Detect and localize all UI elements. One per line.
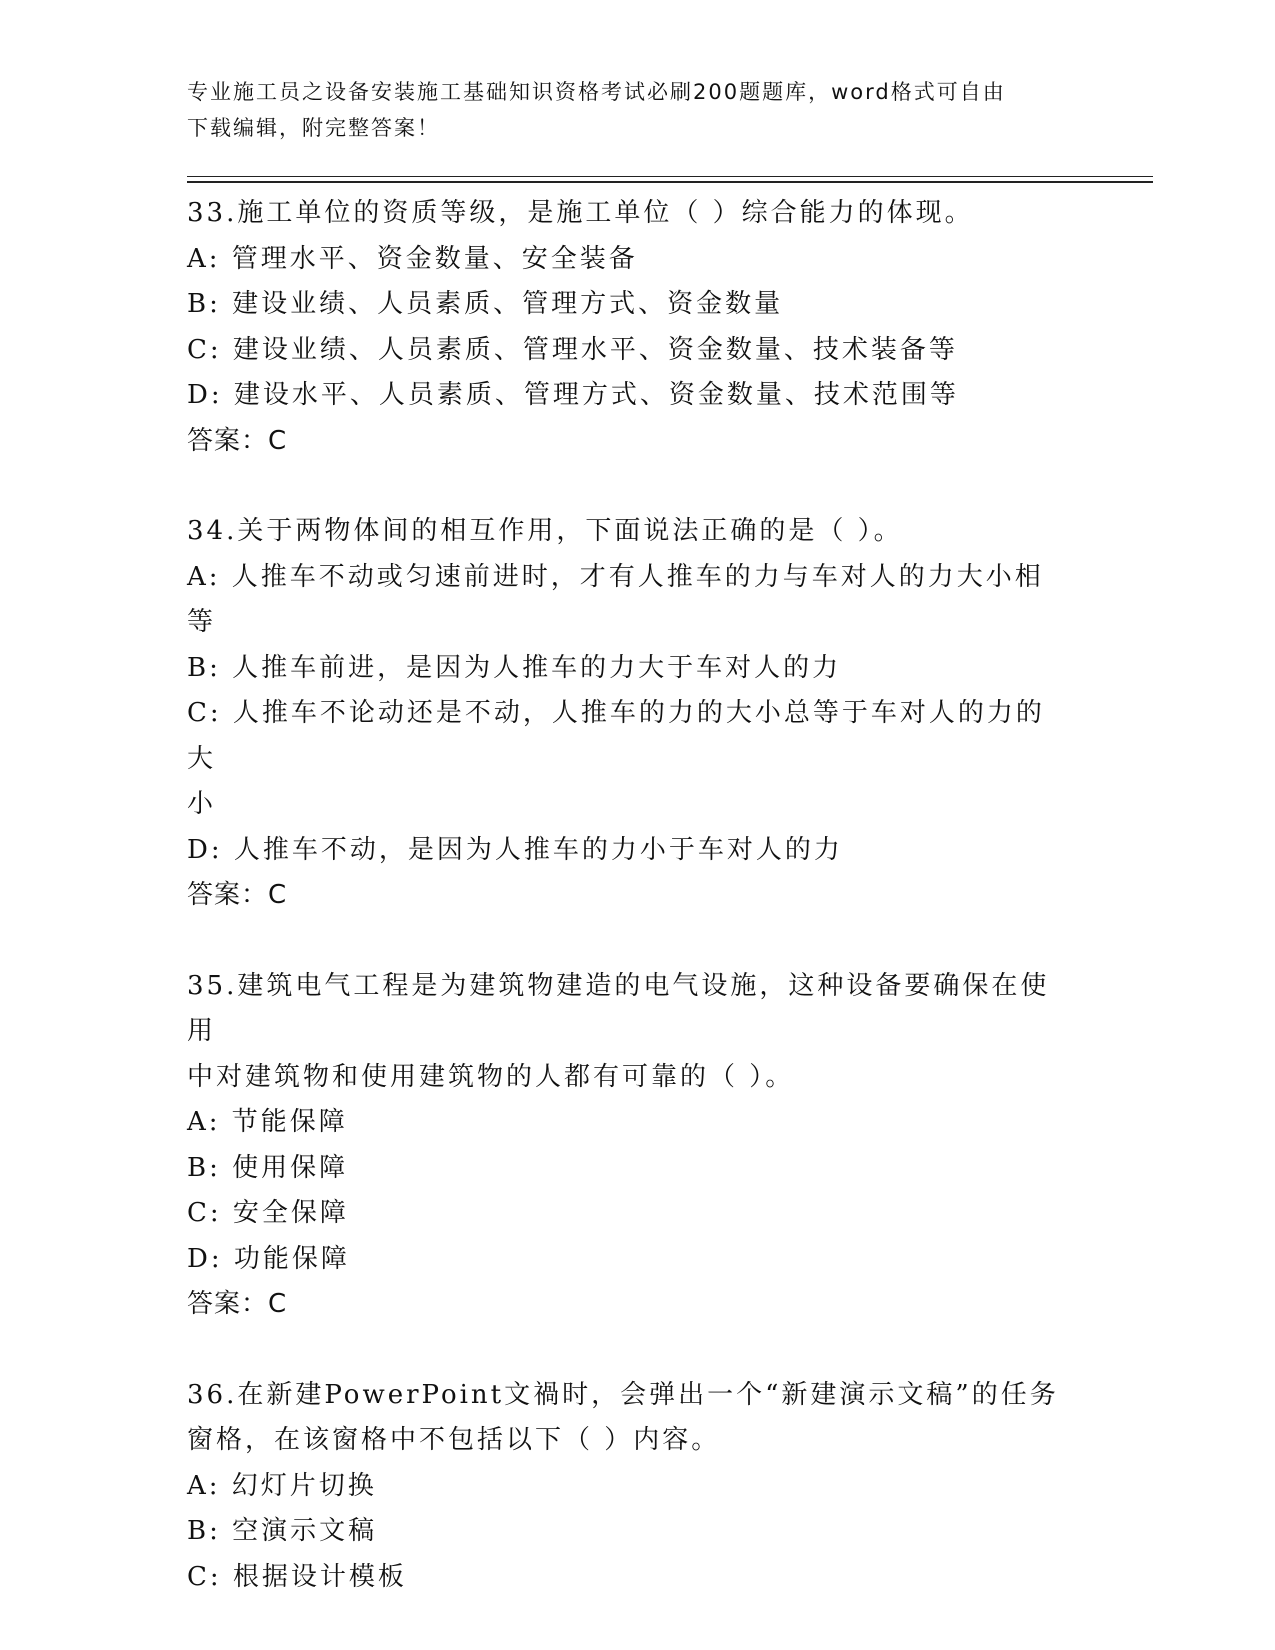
question-stem: 33.施工单位的资质等级，是施工单位（ ）综合能力的体现。: [187, 198, 974, 228]
header-line-2: 下载编辑，附完整答案！: [187, 116, 440, 140]
option-c: C: 安全保障: [187, 1198, 349, 1228]
question-stem-continued: 窗格，在该窗格中不包括以下（ ）内容。: [187, 1425, 721, 1455]
answer: 答案：C: [187, 1289, 288, 1319]
question-stem: 34.关于两物体间的相互作用，下面说法正确的是（ ）。: [187, 516, 903, 546]
document-header: [187, 74, 1067, 146]
header-divider-thin: [187, 176, 1153, 177]
option-b: B: 建设业绩、人员素质、管理方式、资金数量: [187, 289, 784, 319]
option-b: B: 人推车前进，是因为人推车的力大于车对人的力: [187, 652, 842, 683]
option-b: B: 空演示文稿: [187, 1516, 378, 1546]
option-c-continued: 小: [187, 789, 217, 819]
question-stem-continued: 中对建筑物和使用建筑物的人都有可靠的（ ）。: [187, 1061, 795, 1092]
answer: 答案：C: [187, 425, 288, 456]
question-stem: 35.建筑电气工程是为建筑物建造的电气设施，这种设备要确保在使用: [187, 970, 1050, 1046]
option-a: A: 人推车不动或匀速前进时，才有人推车的力与车对人的力大小相等: [187, 561, 1044, 637]
header-line-1: 专业施工员之设备安装施工基础知识资格考试必刷200题题库，word格式可自由: [187, 80, 1006, 104]
option-d: D: 人推车不动，是因为人推车的力小于车对人的力: [187, 834, 843, 865]
question-stem: 36.在新建PowerPoint文禍时，会弹出一个“新建演示文稿”的任务: [187, 1379, 1059, 1410]
option-d: D: 建设水平、人员素质、管理方式、资金数量、技术范围等: [187, 380, 959, 410]
question-36: [187, 1373, 1067, 1601]
option-b: B: 使用保障: [187, 1152, 349, 1183]
header-divider-thick: [187, 181, 1153, 183]
option-a: A: 幻灯片切换: [187, 1470, 377, 1501]
option-a: A: 管理水平、资金数量、安全装备: [187, 243, 638, 274]
option-c: C: 建设业绩、人员素质、管理水平、资金数量、技术装备等: [187, 334, 958, 365]
answer: 答案：C: [187, 880, 288, 910]
question-33: [187, 191, 1067, 464]
question-list: [187, 191, 1067, 1600]
option-c: C: 根据设计模板: [187, 1561, 407, 1592]
question-34: [187, 509, 1067, 919]
question-35: [187, 964, 1067, 1328]
option-c: C: 人推车不论动还是不动，人推车的力的大小总等于车对人的力的大: [187, 698, 1045, 774]
option-a: A: 节能保障: [187, 1107, 348, 1137]
option-d: D: 功能保障: [187, 1243, 350, 1274]
